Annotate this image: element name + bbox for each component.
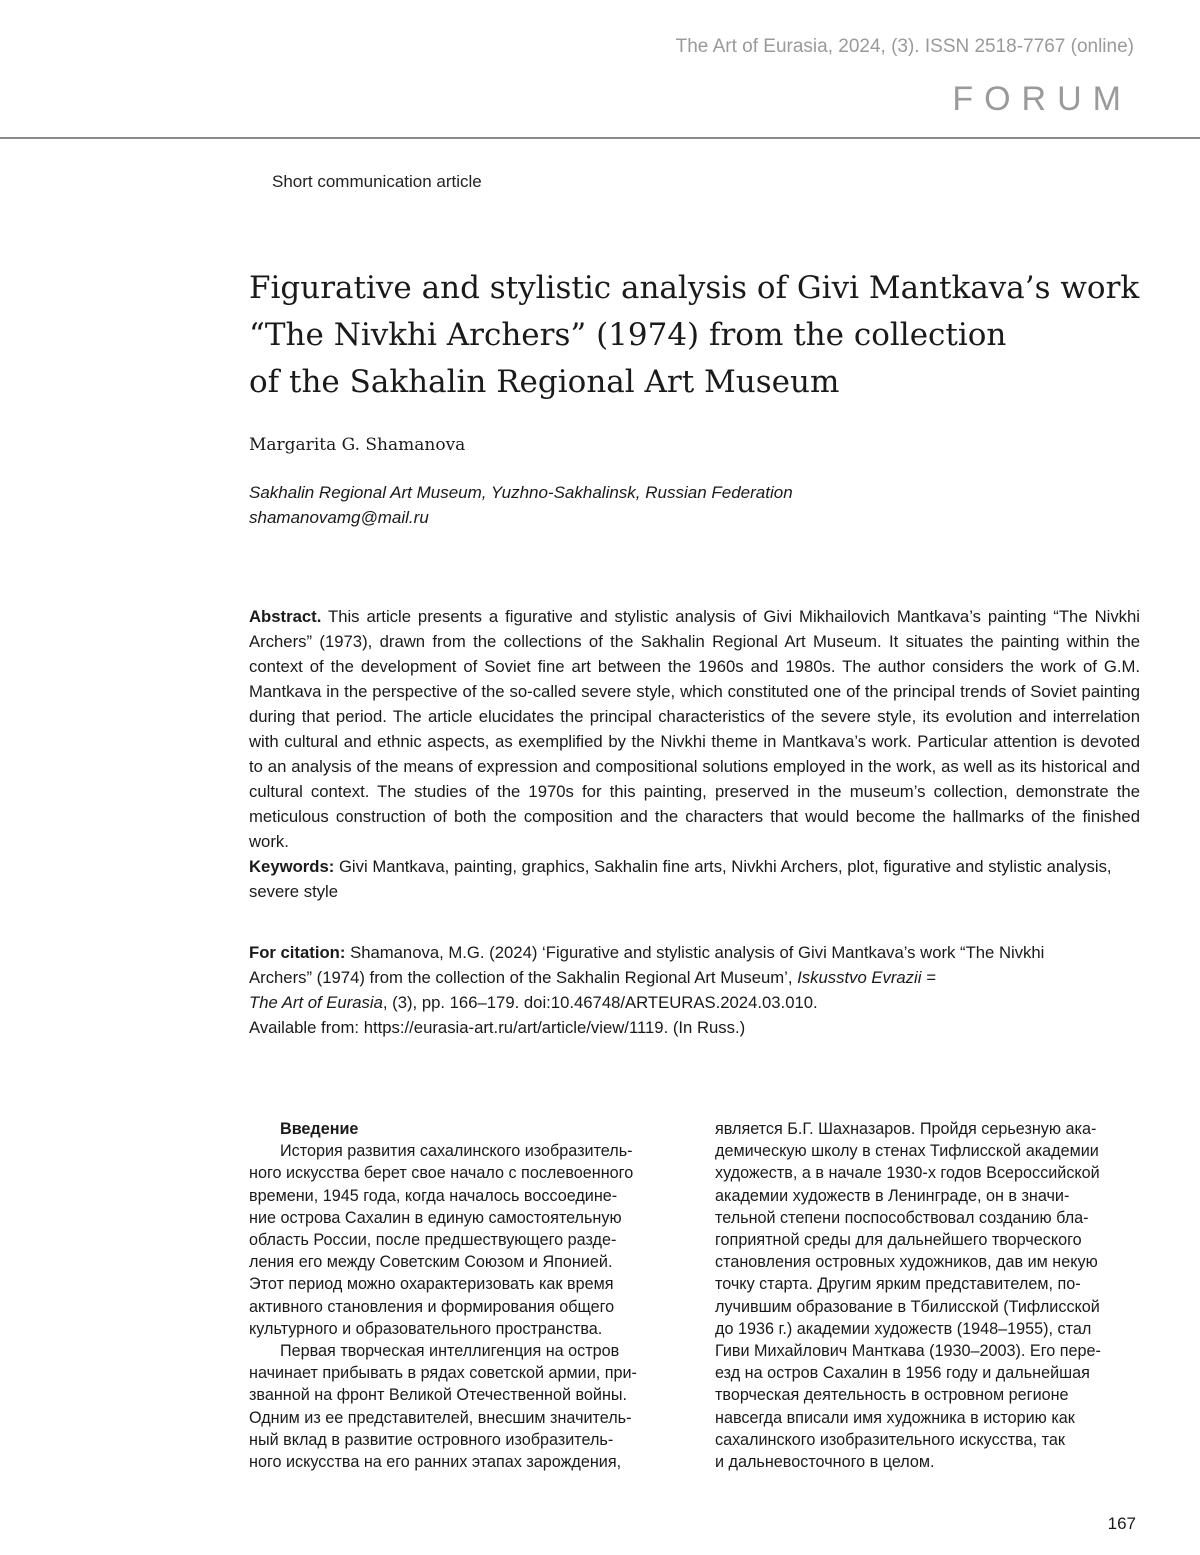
body-line: званной на фронт Великой Отечественной войны.	[249, 1386, 628, 1405]
body-line: Этот период можно охарактеризовать как время	[249, 1275, 614, 1294]
body-line: Гиви Михайлович Манткава (1930–2003). Его пере-	[715, 1342, 1101, 1361]
keywords-paragraph	[249, 854, 1140, 904]
citation-line	[249, 965, 1149, 990]
body-column-left	[249, 1118, 674, 1473]
author-name: Margarita G. Shamanova	[249, 435, 466, 455]
citation-block	[249, 940, 1149, 1040]
body-line: область России, после предшествующего разде-	[249, 1231, 617, 1250]
body-line: тельной степени поспособствовал созданию бла-	[715, 1208, 1089, 1227]
keywords-label: Keywords:	[249, 857, 335, 876]
author-affiliation	[249, 480, 793, 530]
body-line: демическую школу в стенах Тифлисской академии	[715, 1142, 1099, 1161]
body-line: гоприятной среды для дальнейшего творческого	[715, 1231, 1082, 1250]
body-line: художеств, а в начале 1930-х годов Всероссийской	[715, 1164, 1100, 1183]
section-heading: Введение	[280, 1120, 359, 1138]
body-line: является Б.Г. Шахназаров. Пройдя серьезную ака-	[715, 1120, 1097, 1138]
abstract-text: This article presents a figurative and stylistic analysis of Givi Mikhailovich Mantkava’s painting “The Nivkhi Archers” (1973), drawn from the collections of the Sakhalin Regional Art Museum. It situates the painting within the context of the development of Soviet fine art between the 1960s and 1980s. The author considers the work of G.M. Mantkava in the perspective of the so-called severe style, which constituted one of the principal trends of Soviet painting during that period. The article elucidates the principal characteristics of the severe style, its evolution and interrelation with cultural and ethnic aspects, as exemplified by the Nivkhi theme in Mantkava’s work. Particular attention is devoted to an analysis of the means of expression and compositional solutions employed in the work, as well as its historical and cultural context. The studies of the 1970s for this painting, preserved in the museum’s collection, demonstrate the meticulous construction of both the composition and the characters that would become the hallmarks of the finished work.	[249, 607, 1141, 851]
body-line: начинает прибывать в рядах советской армии, при-	[249, 1364, 637, 1383]
body-line: езд на остров Сахалин в 1956 году и дальнейшая	[715, 1364, 1090, 1383]
article-type: Short communication article	[272, 172, 482, 191]
title-line: Figurative and stylistic analysis of Givi Mantkava’s work	[249, 270, 1140, 306]
body-line: ный вклад в развитие островного изобразитель-	[249, 1430, 614, 1449]
page-number: 167	[1107, 1514, 1136, 1533]
keywords-text: Givi Mantkava, painting, graphics, Sakhalin fine arts, Nivkhi Archers, plot, figurative and stylistic analysis, severe style	[249, 857, 1112, 901]
journal-header: The Art of Eurasia, 2024, (3). ISSN 2518-7767 (online)	[675, 36, 1134, 57]
body-line: лучившим образование в Тбилисской (Тифлисской	[715, 1297, 1100, 1316]
body-line: точку старта. Другим ярким представителем, по-	[715, 1275, 1081, 1294]
citation-line	[249, 940, 1149, 965]
body-line: ного искусства на его ранних этапах зарождения,	[249, 1453, 622, 1472]
body-line: активного становления и формирования общего	[249, 1297, 615, 1316]
title-line: of the Sakhalin Regional Art Museum	[249, 364, 840, 400]
author-email: shamanovamg@mail.ru	[249, 508, 429, 527]
body-line: времени, 1945 года, когда началось воссоедине-	[249, 1186, 618, 1205]
body-line: сахалинского изобразительного искусства, так	[715, 1430, 1065, 1449]
citation-journal-ru: Iskusstvo Evrazii =	[797, 968, 936, 987]
citation-text: , (3), pp. 166–179. doi:10.46748/ARTEURAS.2024.03.010.	[382, 993, 818, 1012]
citation-url-text: Available from: https://eurasia-art.ru/art/article/view/1119. (In Russ.)	[249, 1018, 746, 1037]
affiliation-text: Sakhalin Regional Art Museum, Yuzhno-Sakhalinsk, Russian Federation	[249, 483, 793, 502]
body-line: культурного и образовательного пространства.	[249, 1319, 603, 1338]
section-label: FORUM	[952, 80, 1132, 118]
citation-line	[249, 1015, 1149, 1040]
header-divider	[0, 137, 1200, 139]
body-line: навсегда вписали имя художника в историю как	[715, 1408, 1075, 1427]
body-line: академии художеств в Ленинграде, он в значи-	[715, 1186, 1070, 1205]
article-title	[249, 265, 1149, 406]
body-line: и дальневосточного в целом.	[715, 1453, 935, 1472]
body-line: ние острова Сахалин в единую самостоятельную	[249, 1208, 622, 1227]
citation-text: Shamanova, M.G. (2024) ‘Figurative and stylistic analysis of Givi Mantkava’s work “The Nivkhi	[350, 943, 1045, 962]
body-column-right	[715, 1118, 1140, 1473]
abstract-block	[249, 604, 1140, 904]
body-line: до 1936 г.) академии художеств (1948–1955), стал	[715, 1319, 1092, 1338]
citation-text: Archers” (1974) from the collection of the Sakhalin Regional Art Museum’,	[249, 968, 798, 987]
title-line: “The Nivkhi Archers” (1974) from the collection	[249, 317, 1007, 353]
abstract-paragraph	[249, 604, 1140, 854]
body-line: ного искусства берет свое начало с послевоенного	[249, 1164, 634, 1183]
body-line: становления островных художников, дав им некую	[715, 1253, 1098, 1272]
body-line: Одним из ее представителей, внесшим значитель-	[249, 1408, 632, 1427]
body-line: ления его между Советским Союзом и Японией.	[249, 1253, 613, 1272]
body-line: Первая творческая интеллигенция на остров	[280, 1342, 620, 1361]
body-line: История развития сахалинского изобразитель-	[280, 1142, 633, 1161]
abstract-label: Abstract.	[249, 607, 322, 626]
body-line: творческая деятельность в островном регионе	[715, 1386, 1069, 1405]
citation-line	[249, 990, 1149, 1015]
citation-journal-en: The Art of Eurasia	[249, 993, 383, 1012]
citation-label: For citation:	[249, 943, 346, 962]
